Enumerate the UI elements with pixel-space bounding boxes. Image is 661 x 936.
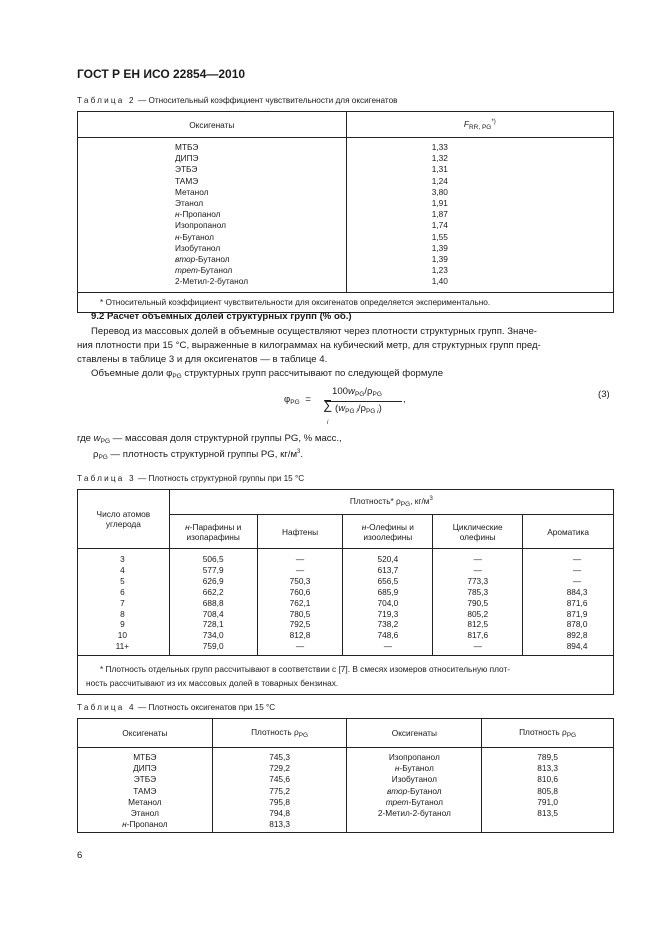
table3-density-value: 734,0 (169, 630, 257, 641)
table3-density-value: 626,9 (169, 576, 257, 587)
where-line1: где $w_{PG}$ — массовая доля структурной группы PG, % масс., (77, 433, 342, 445)
table3-density-value: 738,2 (343, 619, 433, 630)
table2-rrf-value: 1,39 (346, 254, 613, 265)
table4-row (78, 774, 614, 785)
table2-row (78, 276, 614, 292)
table2-rrf-value: 1,91 (346, 198, 613, 209)
table3-density-value: 773,3 (433, 576, 523, 587)
table4-header-oxy-right: Оксигенаты (347, 719, 482, 748)
table2-rrf-value: 1,32 (346, 153, 613, 164)
table3-caption-label: Таблица 3 (77, 474, 136, 483)
table4-oxygenate-name: трет-Бутанол (347, 797, 482, 808)
table4-density-value: 729,2 (212, 763, 347, 774)
table2-rrf-value: 1,87 (346, 209, 613, 220)
table2-rrf-value: 1,23 (346, 265, 613, 276)
table2-rrf-value: 1,55 (346, 232, 613, 243)
table4-caption-text: — Плотность оксигенатов при 15 °C (138, 703, 276, 712)
table2-footnote: * Относительный коэффициент чувствительности для оксигенатов определяется экспериментально. (78, 292, 614, 312)
table3-row (78, 630, 614, 641)
table3-density-value: 790,5 (433, 598, 523, 609)
where-line2: $\rho_{PG}$ — плотность структурной группы PG, $кг/м^3$. (93, 449, 304, 461)
table3-density-value: — (433, 641, 523, 655)
table4-density-value (482, 819, 614, 833)
table4-oxygenate-name: Метанол (78, 797, 213, 808)
table4-density-value: 805,8 (482, 786, 614, 797)
table3-density-value: — (523, 565, 614, 576)
table3-density-value: 871,9 (523, 609, 614, 620)
table3-col-header: н-Олефины и изоолефины (343, 515, 433, 549)
table3-caption-text: — Плотность структурной группы при 15 °C (138, 474, 305, 483)
table2-oxygenate-name: Изобутанол (78, 243, 347, 254)
table2-row (78, 232, 614, 243)
table4-oxygenate-name: ЭТБЭ (78, 774, 213, 785)
table2-oxygenate-name: н-Пропанол (78, 209, 347, 220)
table4-row (78, 786, 614, 797)
table3-row (78, 619, 614, 630)
table4-caption-label: Таблица 4 (77, 703, 136, 712)
table3-density-value: 708,4 (169, 609, 257, 620)
table2-rrf-value: 1,33 (346, 138, 613, 154)
table3-density-value: — (257, 565, 343, 576)
table4-header-oxy-left: Оксигенаты (78, 719, 213, 748)
table3-density-value: 884,3 (523, 587, 614, 598)
table4-oxygenate-name: Изопропанол (347, 748, 482, 764)
section-para1-line1: Перевод из массовых долей в объемные осуществляют через плотности структурных групп. Значе- (91, 326, 537, 337)
table3-density-value: 780,5 (257, 609, 343, 620)
table3-density-value: — (343, 641, 433, 655)
table3-density-value: 812,5 (433, 619, 523, 630)
table3-col-header: н-Парафины и изопарафины (169, 515, 257, 549)
section-para1-line3: ставлены в таблице 3 и для оксигенатов — в таблице 4. (77, 354, 328, 365)
table2-row (78, 176, 614, 187)
table3-carbon-count: 5 (78, 576, 170, 587)
table2-caption-label: Таблица 2 (77, 96, 136, 105)
table2-row (78, 198, 614, 209)
table3-density-value: 656,5 (343, 576, 433, 587)
table4-oxygenate-name: МТБЭ (78, 748, 213, 764)
table2-rrf-value: 1,74 (346, 220, 613, 231)
table2-rrf-value: 1,24 (346, 176, 613, 187)
table3-density-value: 577,9 (169, 565, 257, 576)
table4-oxygenate-name: Изобутанол (347, 774, 482, 785)
table4-oxygenate-name: н-Пропанол (78, 819, 213, 833)
table3-density-value: 894,4 (523, 641, 614, 655)
table4 (77, 718, 614, 833)
table3-density-value: 685,9 (343, 587, 433, 598)
table3-carbon-count: 11+ (78, 641, 170, 655)
table3 (77, 489, 614, 695)
table3-density-value: — (523, 549, 614, 565)
table3-density-value: 704,0 (343, 598, 433, 609)
table2-col2-header: $F_{RR, PG}^{*)}$ (346, 112, 613, 138)
table3-density-value: 785,3 (433, 587, 523, 598)
table3-density-value: 817,6 (433, 630, 523, 641)
table2-row (78, 153, 614, 164)
formula-number: (3) (598, 389, 610, 400)
table2-oxygenate-name: 2-Метил-2-бутанол (78, 276, 347, 292)
table2-oxygenate-name: Изопропанол (78, 220, 347, 231)
table2-oxygenate-name: втор-Бутанол (78, 254, 347, 265)
table3-row (78, 641, 614, 655)
table2-caption (77, 96, 398, 105)
table3-carbon-header: Число атомов углерода (78, 490, 170, 549)
table3-density-value: 728,1 (169, 619, 257, 630)
table4-body (78, 748, 614, 833)
table3-carbon-count: 8 (78, 609, 170, 620)
table3-density-value: 812,8 (257, 630, 343, 641)
table2-oxygenate-name: н-Бутанол (78, 232, 347, 243)
table4-oxygenate-name: 2-Метил-2-бутанол (347, 808, 482, 819)
table2-oxygenate-name: ТАМЭ (78, 176, 347, 187)
table3-carbon-count: 10 (78, 630, 170, 641)
table3-group-header: Плотность* $\rho_{PG}$, $кг/м^3$ (169, 490, 613, 515)
table2-oxygenate-name: трет-Бутанол (78, 265, 347, 276)
table3-density-value: — (433, 549, 523, 565)
formula-numerator: $100w_{PG}/\rho_{PG}$ (332, 386, 382, 398)
table3-carbon-count: 3 (78, 549, 170, 565)
table4-header-density-right: Плотность $\rho_{PG}$ (482, 719, 614, 748)
table2-oxygenate-name: Метанол (78, 187, 347, 198)
table2-oxygenate-name: МТБЭ (78, 138, 347, 154)
table4-oxygenate-name: ТАМЭ (78, 786, 213, 797)
table3-carbon-count: 4 (78, 565, 170, 576)
table4-oxygenate-name: втор-Бутанол (347, 786, 482, 797)
table4-oxygenate-name: ДИПЭ (78, 763, 213, 774)
table3-density-value: 892,8 (523, 630, 614, 641)
table3-caption (77, 474, 304, 483)
table4-density-value: 813,5 (482, 808, 614, 819)
table4-row (78, 748, 614, 764)
table2-row (78, 209, 614, 220)
table4-oxygenate-name (347, 819, 482, 833)
formula-sum-index: i (327, 420, 329, 426)
table4-row (78, 763, 614, 774)
table3-density-value: 506,5 (169, 549, 257, 565)
table2-oxygenate-name: ЭТБЭ (78, 164, 347, 175)
table3-density-value: 662,2 (169, 587, 257, 598)
table3-row (78, 598, 614, 609)
formula-sum-symbol: ∑ (323, 397, 333, 412)
table3-density-value: 760,6 (257, 587, 343, 598)
table3-density-value: 750,3 (257, 576, 343, 587)
table4-row (78, 797, 614, 808)
table3-row (78, 549, 614, 565)
page-number: 6 (77, 850, 83, 861)
table3-carbon-count: 9 (78, 619, 170, 630)
table4-density-value: 813,3 (482, 763, 614, 774)
table3-density-value: 762,1 (257, 598, 343, 609)
table3-density-value: 688,8 (169, 598, 257, 609)
table3-col-header: Циклические олефины (433, 515, 523, 549)
table2-row (78, 243, 614, 254)
table2-rrf-value: 3,80 (346, 187, 613, 198)
table3-row (78, 576, 614, 587)
table3-carbon-count: 6 (78, 587, 170, 598)
table3-density-value: — (257, 641, 343, 655)
table4-row (78, 819, 614, 833)
table2-oxygenate-name: ДИПЭ (78, 153, 347, 164)
table3-density-value: 759,0 (169, 641, 257, 655)
table4-density-value: 745,6 (212, 774, 347, 785)
table3-density-value: 871,6 (523, 598, 614, 609)
table2-rrf-value: 1,39 (346, 243, 613, 254)
formula-denominator: $(w_{PG i}/\rho_{PG i})$ (335, 403, 382, 415)
table4-header-density-left: Плотность $\rho_{PG}$ (212, 719, 347, 748)
table2-row (78, 220, 614, 231)
table3-density-value: 878,0 (523, 619, 614, 630)
table3-density-value: 805,2 (433, 609, 523, 620)
table3-carbon-count: 7 (78, 598, 170, 609)
section-para2: Объемные доли $\varphi_{PG}$ структурных групп рассчитывают по следующей формуле (91, 368, 444, 380)
document-header: ГОСТ Р ЕН ИСО 22854—2010 (77, 67, 246, 81)
table2-col1-header: Оксигенаты (78, 112, 347, 138)
table3-density-value: 748,6 (343, 630, 433, 641)
table3-row (78, 565, 614, 576)
table2-row (78, 187, 614, 198)
table3-row (78, 609, 614, 620)
table2-caption-text: — Относительный коэффициент чувствительности для оксигенатов (138, 96, 398, 105)
table2 (77, 111, 614, 313)
table3-density-value: — (257, 549, 343, 565)
table2-oxygenate-name: Этанол (78, 198, 347, 209)
table2-row (78, 138, 614, 154)
table4-caption (77, 703, 275, 712)
section-title: 9.2 Расчет объемных долей структурных групп (% об.) (91, 311, 352, 322)
table4-row (78, 808, 614, 819)
table3-col-header: Нафтены (257, 515, 343, 549)
table4-density-value: 791,0 (482, 797, 614, 808)
table3-footnote: * Плотность отдельных групп рассчитывают в соответствии с [7]. В смесях изомеров относительную плот- ность рассчитывают из их массовых долей в товарных бензинах. (78, 656, 614, 695)
table4-density-value: 813,3 (212, 819, 347, 833)
table4-density-value: 810,6 (482, 774, 614, 785)
section-para1-line2: ния плотности при 15 °C, выраженные в килограммах на кубический метр, для структурных групп пред- (77, 340, 541, 351)
table2-row (78, 164, 614, 175)
table2-rrf-value: 1,31 (346, 164, 613, 175)
table3-density-value: 520,4 (343, 549, 433, 565)
table4-density-value: 775,2 (212, 786, 347, 797)
table2-row (78, 265, 614, 276)
table3-density-value: 719,3 (343, 609, 433, 620)
formula-lhs: $\varphi_{PG}$ = (284, 394, 311, 406)
table3-density-value: — (433, 565, 523, 576)
table4-oxygenate-name: н-Бутанол (347, 763, 482, 774)
table4-density-value: 745,3 (212, 748, 347, 764)
table3-row (78, 587, 614, 598)
table4-density-value: 795,8 (212, 797, 347, 808)
table4-density-value: 794,8 (212, 808, 347, 819)
table3-density-value: 613,7 (343, 565, 433, 576)
table3-col-header: Ароматика (523, 515, 614, 549)
table4-density-value: 789,5 (482, 748, 614, 764)
formula-comma: , (403, 394, 406, 405)
table2-row (78, 254, 614, 265)
table3-density-value: — (523, 576, 614, 587)
table2-body (78, 138, 614, 293)
table3-body (78, 549, 614, 656)
table4-oxygenate-name: Этанол (78, 808, 213, 819)
table3-density-value: 792,5 (257, 619, 343, 630)
table2-rrf-value: 1,40 (346, 276, 613, 292)
